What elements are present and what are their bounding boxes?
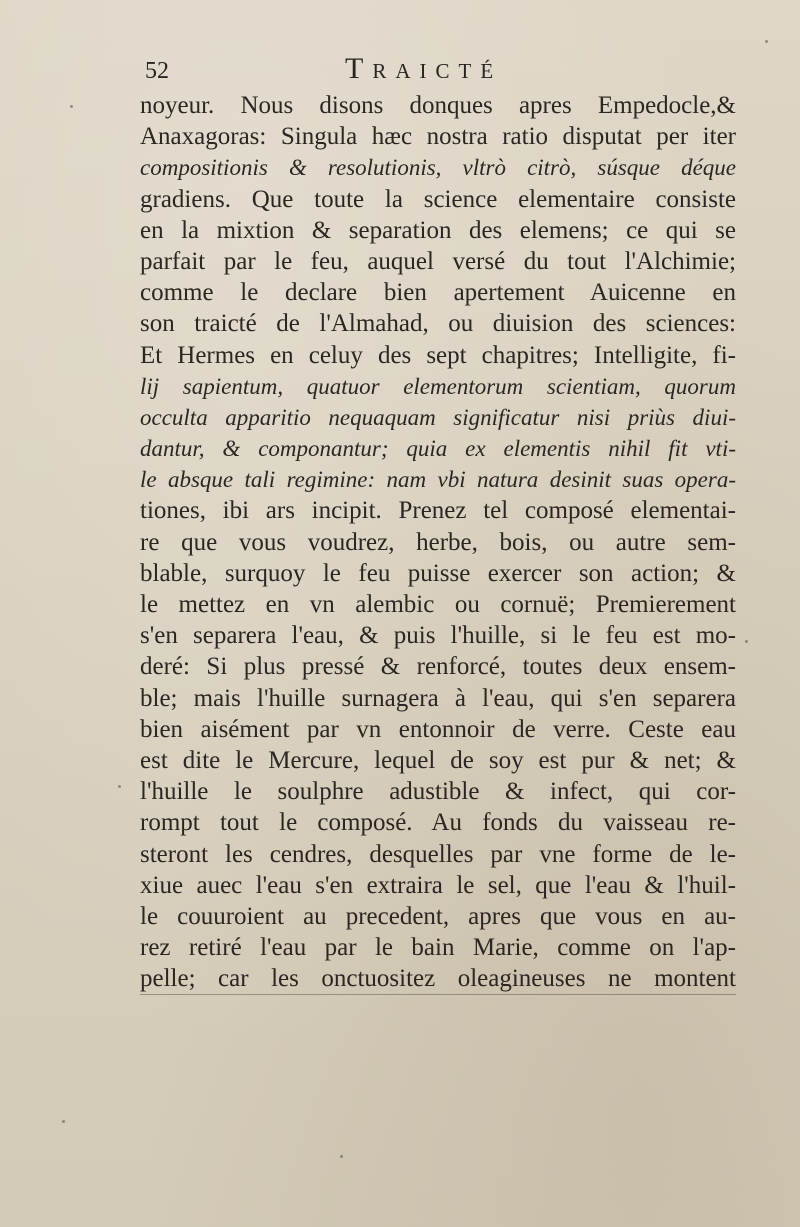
running-title: Traicté [345,52,503,85]
text-line: en la mixtion & separation des elemens; ce qui se [140,216,736,244]
text-line: l'huille le soulphre adustible & infect, qui cor- [140,778,736,806]
text-line: comme le declare bien apertement Auicenne en [140,279,736,307]
text-line: lij sapientum, quatuor elementorum scientiam, quorum [140,373,736,399]
text-line: occulta apparitio nequaquam significatur nisi priùs diui- [140,404,736,430]
text-line: tiones, ibi ars incipit. Prenez tel composé elementai- [140,497,736,525]
text-line: rez retiré l'eau par le bain Marie, comme on l'ap- [140,934,736,962]
text-line: rompt tout le composé. Au fonds du vaisseau re- [140,809,736,837]
text-line: compositionis & resolutionis, vltrò citrò, súsque déque [140,155,736,181]
text-line: deré: Si plus pressé & renforcé, toutes deux ensem- [140,653,736,681]
text-line: blable, surquoy le feu puisse exercer son action; & [140,559,736,587]
paper-speck [118,785,121,788]
paper-speck [745,640,748,643]
body-text [140,90,736,1090]
paper-speck [765,40,768,43]
text-line: est dite le Mercure, lequel de soy est pur & net; & [140,746,736,774]
text-line: ble; mais l'huille surnagera à l'eau, qui s'en separera [140,684,736,712]
paper-speck [70,105,73,108]
text-line: le absque tali regimine: nam vbi natura desinit suas opera- [140,467,736,493]
text-line: steront les cendres, desquelles par vne forme de le- [140,840,736,868]
text-line: Et Hermes en celuy des sept chapitres; Intelligite, fi- [140,341,736,369]
text-line: son traicté de l'Almahad, ou diuision des sciences: [140,310,736,338]
text-line: noyeur. Nous disons donques apres Empedocle,& [140,92,736,119]
text-line: gradiens. Que toute la science elementaire consiste [140,185,736,213]
paper-speck [62,1120,65,1123]
text-line: dantur, & componantur; quia ex elementis nihil fit vti- [140,436,736,462]
text-line: parfait par le feu, auquel versé du tout l'Alchimie; [140,247,736,275]
page-header [145,52,745,92]
text-line: xiue auec l'eau s'en extraira le sel, que l'eau & l'huil- [140,871,736,899]
text-line: Anaxagoras: Singula hæc nostra ratio disputat per iter [140,123,736,151]
paper-speck [340,1155,343,1158]
text-line: pelle; car les onctuositez oleagineuses ne montent [140,963,736,995]
page-number: 52 [145,58,169,84]
text-line: bien aisément par vn entonnoir de verre. Ceste eau [140,715,736,743]
text-line: le mettez en vn alembic ou cornuë; Premierement [140,591,736,618]
text-line: s'en separera l'eau, & puis l'huille, si le feu est mo- [140,622,736,650]
text-line: le couuroient au precedent, apres que vous en au- [140,902,736,930]
text-line: re que vous voudrez, herbe, bois, ou autre sem- [140,528,736,556]
